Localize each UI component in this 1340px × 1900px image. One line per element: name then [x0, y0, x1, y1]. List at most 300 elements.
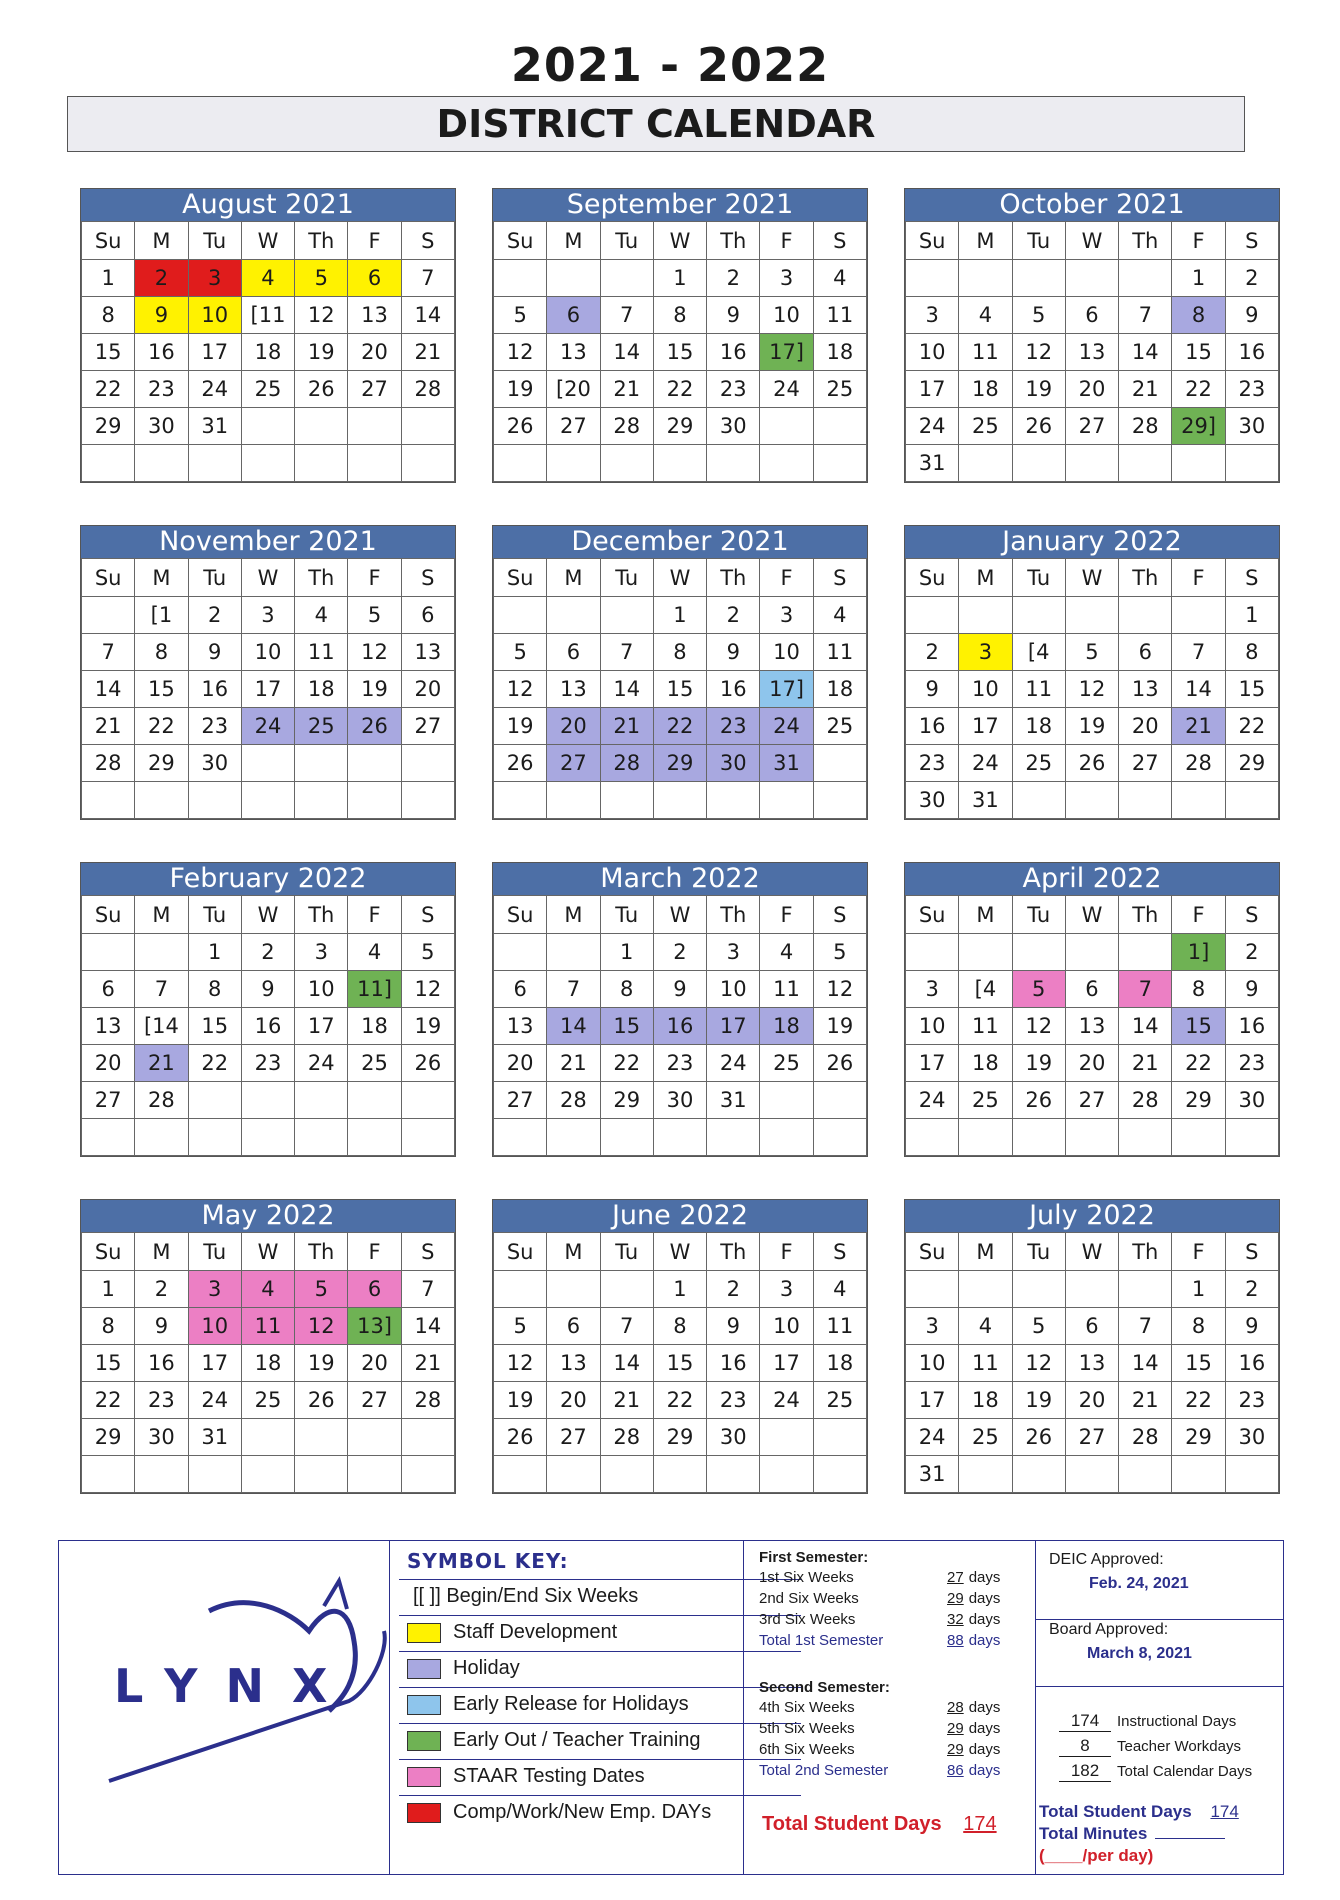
day-cell: 20	[547, 708, 600, 745]
month-calendar	[80, 188, 456, 483]
day-cell	[401, 1419, 454, 1456]
color-swatch	[407, 1767, 441, 1787]
day-cell	[188, 1082, 241, 1119]
day-cell: 17	[906, 1382, 959, 1419]
month-calendar	[492, 1199, 868, 1494]
day-cell: 23	[241, 1045, 294, 1082]
day-cell: 19	[494, 708, 547, 745]
semester-row-label: 1st Six Weeks	[759, 1569, 854, 1586]
day-cell	[1065, 1271, 1118, 1308]
day-cell: 8	[653, 1308, 706, 1345]
day-cell	[1119, 934, 1172, 971]
day-cell: 21	[1119, 371, 1172, 408]
weekday-header: S	[1225, 222, 1278, 260]
day-cell	[547, 782, 600, 819]
day-cell	[295, 1456, 348, 1493]
weekday-header: M	[135, 896, 188, 934]
day-cell	[494, 597, 547, 634]
day-cell	[707, 1119, 760, 1156]
day-cell: 5	[1012, 1308, 1065, 1345]
day-cell: 14	[547, 1008, 600, 1045]
semester-row-label: 2nd Six Weeks	[759, 1590, 859, 1607]
day-cell: 12	[1065, 671, 1118, 708]
total-student-days-label: Total Student Days	[762, 1813, 942, 1835]
day-cell: 11	[959, 1008, 1012, 1045]
day-cell: 18	[959, 1382, 1012, 1419]
second-semester-heading: Second Semester:	[759, 1679, 890, 1696]
symbol-key-label: Early Release for Holidays	[453, 1693, 689, 1715]
day-cell: 22	[600, 1045, 653, 1082]
day-cell	[1119, 260, 1172, 297]
weekday-header: M	[135, 559, 188, 597]
day-cell: 13	[547, 671, 600, 708]
day-cell: 27	[348, 1382, 401, 1419]
day-cell	[547, 934, 600, 971]
day-cell	[1065, 1119, 1118, 1156]
day-cell: 5	[1065, 634, 1118, 671]
day-cell: 14	[401, 1308, 454, 1345]
total-student-days	[762, 1813, 997, 1836]
weekday-header: Su	[906, 896, 959, 934]
day-cell	[813, 782, 866, 819]
day-cell: 16	[707, 671, 760, 708]
day-cell: 23	[1225, 1045, 1278, 1082]
day-cell	[600, 782, 653, 819]
day-cell	[600, 445, 653, 482]
day-cell: 29	[653, 745, 706, 782]
day-cell: 22	[1172, 371, 1225, 408]
day-cell: 22	[653, 1382, 706, 1419]
day-cell: 23	[707, 708, 760, 745]
day-cell: 6	[348, 1271, 401, 1308]
semester-days-count: 28	[947, 1699, 964, 1716]
day-cell: 8	[82, 1308, 135, 1345]
logo-text: LYNX	[114, 1659, 356, 1713]
day-cell: 9	[135, 297, 188, 334]
day-cell: 25	[241, 1382, 294, 1419]
day-cell: 14	[600, 1345, 653, 1382]
day-cell	[348, 1119, 401, 1156]
day-cell: 24	[906, 1082, 959, 1119]
weekday-header: S	[401, 896, 454, 934]
day-cell: 2	[135, 260, 188, 297]
day-cell: 25	[760, 1045, 813, 1082]
br-per-day: (____/per day)	[1039, 1846, 1154, 1865]
weekday-header: W	[241, 896, 294, 934]
day-cell	[401, 1456, 454, 1493]
day-cell	[959, 260, 1012, 297]
day-cell: 7	[547, 971, 600, 1008]
weekday-header: Th	[295, 1233, 348, 1271]
day-cell	[188, 782, 241, 819]
day-cell: 2	[906, 634, 959, 671]
day-cell: 1	[600, 934, 653, 971]
day-cell: 15	[82, 1345, 135, 1382]
day-cell	[1065, 445, 1118, 482]
day-cell: 6	[547, 1308, 600, 1345]
weekday-header: Su	[494, 559, 547, 597]
day-cell: 6	[82, 971, 135, 1008]
day-cell: 31	[760, 745, 813, 782]
day-cell: 11	[959, 334, 1012, 371]
day-cell: 20	[1065, 1045, 1118, 1082]
day-cell: 21	[547, 1045, 600, 1082]
day-cell: 2	[707, 260, 760, 297]
day-cell	[813, 408, 866, 445]
day-cell	[1012, 260, 1065, 297]
day-cell: 10	[295, 971, 348, 1008]
semester-days-unit: days	[968, 1611, 1001, 1628]
day-cell	[1012, 597, 1065, 634]
month-calendar	[904, 525, 1280, 820]
day-cell: 13	[494, 1008, 547, 1045]
weekday-header: S	[401, 559, 454, 597]
day-cell	[1012, 1271, 1065, 1308]
weekday-header: M	[959, 896, 1012, 934]
day-cell: 8	[1172, 1308, 1225, 1345]
month-calendar	[80, 1199, 456, 1494]
day-cell	[1065, 782, 1118, 819]
day-cell	[401, 745, 454, 782]
day-cell: 19	[494, 371, 547, 408]
weekday-header: F	[760, 559, 813, 597]
weekday-header: M	[959, 1233, 1012, 1271]
day-count-label: Instructional Days	[1117, 1713, 1237, 1730]
weekday-header: Tu	[600, 222, 653, 260]
day-cell: [11	[241, 297, 294, 334]
day-cell: 6	[494, 971, 547, 1008]
day-cell: 5	[494, 634, 547, 671]
day-cell: 13	[348, 297, 401, 334]
weekday-header: S	[813, 896, 866, 934]
day-cell: 27	[1065, 408, 1118, 445]
day-cell	[600, 1119, 653, 1156]
day-cell: 24	[295, 1045, 348, 1082]
day-cell: 24	[188, 371, 241, 408]
day-cell: 10	[760, 297, 813, 334]
day-cell: 6	[547, 634, 600, 671]
day-cell: 23	[188, 708, 241, 745]
day-cell	[295, 408, 348, 445]
day-cell: 24	[760, 371, 813, 408]
day-cell: 28	[1119, 1082, 1172, 1119]
day-cell: 16	[707, 334, 760, 371]
day-cell	[906, 1271, 959, 1308]
day-cell: [4	[1012, 634, 1065, 671]
day-cell: 15	[82, 334, 135, 371]
day-cell: 1	[82, 260, 135, 297]
weekday-header: W	[1065, 896, 1118, 934]
weekday-header: M	[547, 222, 600, 260]
day-cell: 11	[813, 297, 866, 334]
day-cell	[547, 1271, 600, 1308]
month-calendar	[80, 862, 456, 1157]
day-cell	[653, 1119, 706, 1156]
day-cell: 2	[1225, 934, 1278, 971]
symbol-key-label: [[ ]] Begin/End Six Weeks	[413, 1585, 639, 1607]
day-cell: 7	[82, 634, 135, 671]
day-cell	[1119, 782, 1172, 819]
day-cell: 3	[959, 634, 1012, 671]
day-cell: 12	[1012, 334, 1065, 371]
semester-days-unit: days	[968, 1762, 1001, 1779]
day-cell: 16	[653, 1008, 706, 1045]
day-cell: 20	[348, 334, 401, 371]
br-total-minutes-label: Total Minutes	[1039, 1824, 1148, 1843]
day-cell: 24	[959, 745, 1012, 782]
weekday-header: Su	[906, 559, 959, 597]
day-cell: 25	[295, 708, 348, 745]
weekday-header: M	[135, 222, 188, 260]
day-cell: 14	[401, 297, 454, 334]
day-cell: 18	[813, 334, 866, 371]
day-cell: 27	[547, 745, 600, 782]
day-cell	[348, 408, 401, 445]
semester-row-value	[947, 1590, 1000, 1607]
day-cell	[1012, 934, 1065, 971]
day-cell	[241, 408, 294, 445]
day-cell: 19	[494, 1382, 547, 1419]
day-cell: 28	[1172, 745, 1225, 782]
day-cell: 18	[813, 671, 866, 708]
month-title: October 2021	[905, 189, 1279, 221]
day-cell: 28	[82, 745, 135, 782]
weekday-header: Th	[295, 896, 348, 934]
day-cell: 3	[906, 971, 959, 1008]
day-cell	[135, 445, 188, 482]
month-calendar	[80, 525, 456, 820]
day-count-value: 8	[1059, 1736, 1111, 1757]
day-cell: 20	[401, 671, 454, 708]
day-cell: 11	[760, 971, 813, 1008]
weekday-header: Tu	[188, 559, 241, 597]
semester-days-count: 27	[947, 1569, 964, 1586]
day-cell: 16	[135, 1345, 188, 1382]
day-cell: 31	[906, 445, 959, 482]
day-cell	[906, 597, 959, 634]
symbol-key-item	[399, 1795, 801, 1832]
day-cell: 15	[1225, 671, 1278, 708]
day-cell: 11	[241, 1308, 294, 1345]
day-cell: 5	[295, 1271, 348, 1308]
weekday-header: Tu	[600, 896, 653, 934]
day-cell: 18	[760, 1008, 813, 1045]
day-cell: 5	[494, 297, 547, 334]
day-cell: 26	[1012, 1082, 1065, 1119]
weekday-header: F	[760, 1233, 813, 1271]
semester-days-unit: days	[968, 1699, 1001, 1716]
day-cell	[813, 745, 866, 782]
day-cell: 12	[1012, 1008, 1065, 1045]
day-cell: 16	[1225, 334, 1278, 371]
weekday-header: S	[813, 222, 866, 260]
day-cell: 20	[494, 1045, 547, 1082]
weekday-header: Su	[494, 896, 547, 934]
weekday-header: S	[813, 559, 866, 597]
semester-row-label: 6th Six Weeks	[759, 1741, 855, 1758]
weekday-header: F	[760, 222, 813, 260]
semester-days-unit: days	[968, 1741, 1001, 1758]
day-cell: 28	[1119, 1419, 1172, 1456]
day-cell	[295, 782, 348, 819]
day-cell	[1012, 782, 1065, 819]
weekday-header: F	[348, 1233, 401, 1271]
day-cell: 1	[653, 260, 706, 297]
day-count-value: 174	[1059, 1711, 1111, 1732]
month-title: December 2021	[493, 526, 867, 558]
day-cell: 17	[906, 371, 959, 408]
board-label: Board Approved:	[1049, 1621, 1169, 1638]
color-swatch	[407, 1623, 441, 1643]
day-cell: 20	[1065, 1382, 1118, 1419]
day-cell: 13	[82, 1008, 135, 1045]
day-cell	[295, 1419, 348, 1456]
day-cell: 30	[135, 408, 188, 445]
first-semester-heading: First Semester:	[759, 1549, 869, 1566]
day-cell	[494, 934, 547, 971]
month-title: November 2021	[81, 526, 455, 558]
day-cell: 6	[1065, 1308, 1118, 1345]
day-cell	[82, 1456, 135, 1493]
day-cell: 9	[1225, 297, 1278, 334]
day-cell: 22	[1225, 708, 1278, 745]
day-cell	[547, 1456, 600, 1493]
day-cell: 20	[348, 1345, 401, 1382]
calendar-year-title: 2021 - 2022	[510, 38, 830, 92]
day-cell: 23	[1225, 371, 1278, 408]
day-cell	[760, 782, 813, 819]
day-cell: 25	[813, 371, 866, 408]
day-cell: 23	[707, 371, 760, 408]
day-cell: 22	[82, 371, 135, 408]
day-cell: 19	[813, 1008, 866, 1045]
day-cell	[135, 1119, 188, 1156]
day-cell: 21	[401, 334, 454, 371]
month-calendar	[492, 188, 868, 483]
calendar-subtitle: DISTRICT CALENDAR	[67, 96, 1245, 152]
day-cell	[348, 1082, 401, 1119]
day-cell	[1225, 445, 1278, 482]
day-cell: 25	[348, 1045, 401, 1082]
weekday-header: W	[241, 559, 294, 597]
weekday-header: S	[1225, 896, 1278, 934]
semester-days-unit: days	[968, 1632, 1001, 1649]
symbol-key-label: Staff Development	[453, 1621, 618, 1643]
day-cell: 26	[494, 745, 547, 782]
day-cell	[760, 408, 813, 445]
semester-days-count: 29	[947, 1741, 964, 1758]
day-cell	[906, 260, 959, 297]
weekday-header: W	[653, 896, 706, 934]
day-cell	[241, 1082, 294, 1119]
day-cell: 12	[494, 334, 547, 371]
day-cell	[348, 782, 401, 819]
day-cell: 8	[1172, 971, 1225, 1008]
day-cell: 26	[1065, 745, 1118, 782]
day-cell	[653, 782, 706, 819]
semester-row-label: 3rd Six Weeks	[759, 1611, 856, 1628]
day-cell: 24	[707, 1045, 760, 1082]
semester-days-unit: days	[968, 1590, 1001, 1607]
day-cell	[82, 782, 135, 819]
weekday-header: Su	[494, 1233, 547, 1271]
weekday-header: S	[1225, 1233, 1278, 1271]
day-cell: 2	[707, 1271, 760, 1308]
weekday-header: Th	[1119, 559, 1172, 597]
day-cell: 26	[1012, 408, 1065, 445]
day-cell: 2	[1225, 260, 1278, 297]
color-swatch	[407, 1803, 441, 1823]
day-cell	[1172, 782, 1225, 819]
day-cell: 8	[1225, 634, 1278, 671]
semester-row-value	[947, 1611, 1000, 1628]
day-cell: 9	[707, 634, 760, 671]
day-cell: 29	[653, 1419, 706, 1456]
day-count-row	[1059, 1736, 1241, 1757]
weekday-header: Su	[82, 222, 135, 260]
day-cell: 24	[188, 1382, 241, 1419]
day-cell: 13	[547, 334, 600, 371]
month-calendar	[904, 188, 1280, 483]
weekday-header: M	[135, 1233, 188, 1271]
br-total-student-days-label: Total Student Days	[1039, 1802, 1192, 1821]
day-cell: 4	[813, 597, 866, 634]
day-cell	[401, 782, 454, 819]
day-cell: 3	[760, 260, 813, 297]
day-cell: 23	[653, 1045, 706, 1082]
day-cell: 1]	[1172, 934, 1225, 971]
day-cell	[547, 260, 600, 297]
day-cell: 24	[241, 708, 294, 745]
day-cell: 8	[135, 634, 188, 671]
semester-row-label: 5th Six Weeks	[759, 1720, 855, 1737]
day-cell: 28	[1119, 408, 1172, 445]
day-cell: 8	[82, 297, 135, 334]
day-cell	[188, 1456, 241, 1493]
day-cell: 25	[1012, 745, 1065, 782]
symbol-key-title: SYMBOL KEY:	[407, 1549, 569, 1573]
day-cell: 7	[135, 971, 188, 1008]
day-cell: 25	[813, 708, 866, 745]
day-cell: 8	[188, 971, 241, 1008]
semester-days-count: 88	[947, 1632, 964, 1649]
day-cell: 11]	[348, 971, 401, 1008]
day-cell	[494, 1456, 547, 1493]
day-cell: 28	[547, 1082, 600, 1119]
day-cell: 23	[1225, 1382, 1278, 1419]
day-cell: 14	[600, 671, 653, 708]
day-cell: 25	[959, 1082, 1012, 1119]
weekday-header: Th	[1119, 222, 1172, 260]
day-cell	[959, 1456, 1012, 1493]
day-cell: 15	[653, 334, 706, 371]
day-cell	[653, 445, 706, 482]
day-count-label: Teacher Workdays	[1117, 1738, 1241, 1755]
day-cell: 20	[547, 1382, 600, 1419]
day-cell: 3	[241, 597, 294, 634]
day-cell: 28	[600, 1419, 653, 1456]
color-swatch	[407, 1695, 441, 1715]
day-cell: 4	[295, 597, 348, 634]
day-cell	[813, 1419, 866, 1456]
day-cell: 17	[959, 708, 1012, 745]
day-cell	[547, 597, 600, 634]
day-cell	[600, 597, 653, 634]
day-cell: 4	[760, 934, 813, 971]
day-cell	[1065, 260, 1118, 297]
day-cell: 10	[707, 971, 760, 1008]
legend-panel	[58, 1540, 1284, 1875]
